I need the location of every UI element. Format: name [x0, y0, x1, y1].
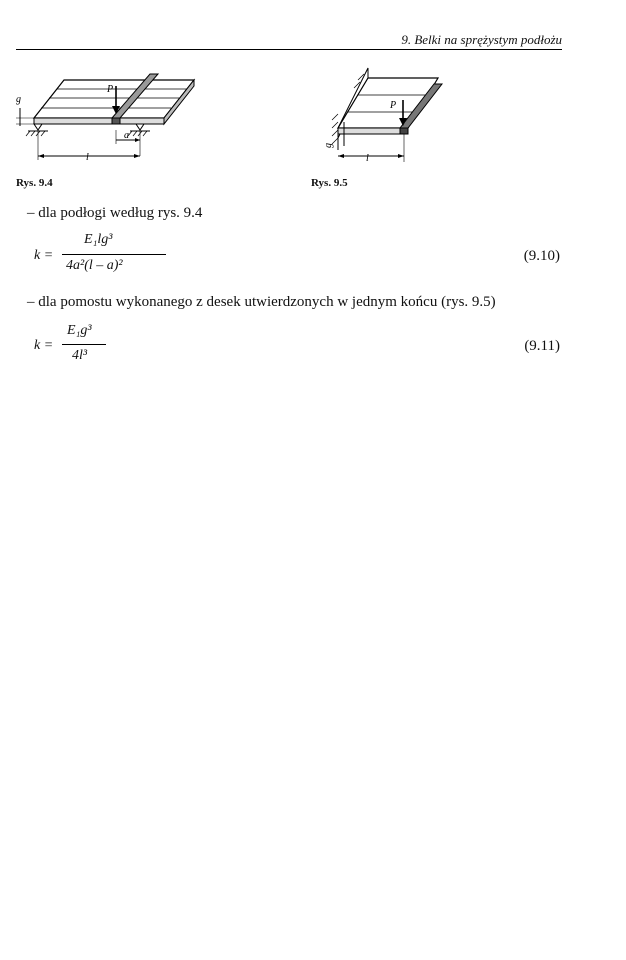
equation-9-11-lhs: k = — [34, 338, 54, 353]
figure-9-4-caption: Rys. 9.4 — [16, 177, 53, 189]
equation-9-10-numerator: E₁lg³ — [84, 232, 113, 247]
equation-9-10-denominator: 4a²(l – a)² — [66, 258, 123, 273]
equation-9-11-number: (9.11) — [524, 338, 560, 354]
figure-9-5-caption: Rys. 9.5 — [311, 177, 348, 189]
paragraph-platform: – dla pomostu wykonanego z desek utwierdzonych w jednym końcu (rys. 9.5) — [27, 294, 496, 310]
figure-9-5-p-label: P — [390, 100, 397, 111]
figure-9-4-g-label: g — [16, 94, 21, 105]
figure-9-5-drawing — [308, 58, 468, 168]
paragraph-floor: – dla podłogi według rys. 9.4 — [27, 205, 203, 221]
equation-9-11-numerator: E₁g³ — [67, 323, 92, 338]
figure-9-4-p-label: P — [107, 84, 114, 95]
figure-9-4-l-label: l — [86, 152, 89, 163]
figure-9-4-drawing — [12, 68, 212, 168]
figure-9-4-a-label: a — [124, 130, 129, 141]
figure-9-4 — [12, 68, 212, 168]
figure-9-5-g-label: g — [323, 143, 334, 148]
figure-9-5 — [308, 58, 468, 168]
equation-9-10-fraction-bar — [62, 254, 166, 255]
figure-9-5-l-label: l — [366, 153, 369, 164]
header-rule — [16, 49, 562, 50]
equation-9-11-fraction-bar — [62, 344, 106, 345]
equation-9-10-lhs: k = — [34, 248, 54, 263]
running-header: 9. Belki na sprężystym podłożu — [401, 32, 562, 47]
equation-9-11-denominator: 4l³ — [72, 348, 88, 363]
equation-9-10-number: (9.10) — [523, 248, 560, 264]
